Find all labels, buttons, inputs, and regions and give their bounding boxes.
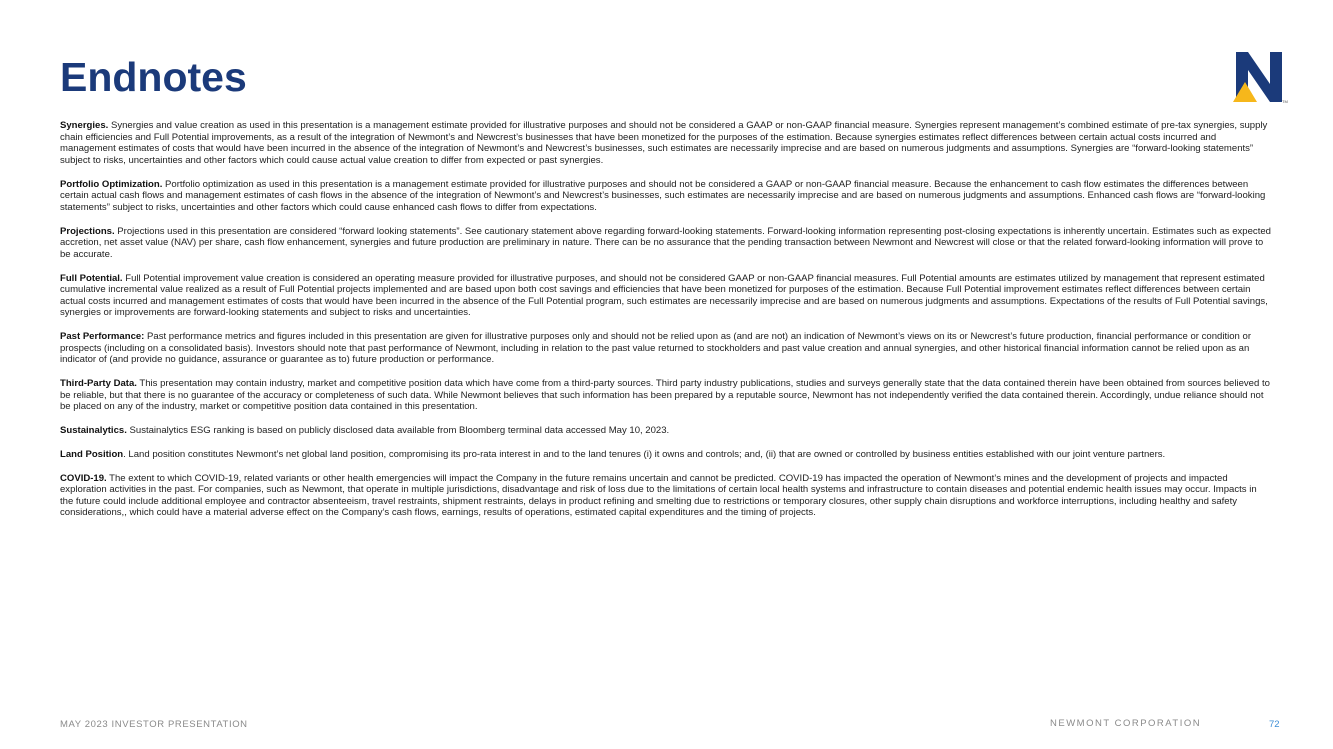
note-sustainalytics bbox=[60, 425, 1272, 437]
note-covid-19 bbox=[60, 473, 1272, 519]
note-body: . Land position constitutes Newmont’s net global land position, compromising its pro-rata interest in and to the land tenures (i) it owns and controls; and, (ii) that are owned or controlled by business entities established with our joint venture partners. bbox=[123, 448, 1166, 460]
note-heading: COVID-19. bbox=[60, 472, 107, 484]
note-heading: Portfolio Optimization. bbox=[60, 178, 163, 190]
endnotes-list bbox=[60, 120, 1272, 531]
note-past-performance bbox=[60, 331, 1272, 366]
note-heading: Projections. bbox=[60, 225, 115, 237]
page-title: Endnotes bbox=[60, 54, 247, 100]
note-body: Full Potential improvement value creation is considered an operating measure provided for illustrative purposes, and should not be considered GAAP or non-GAAP financial measures. Full Potential amounts are estimates utilized by management that represent estimated cumulative incremental value realized as a result of Full Potential projects implemented and are based upon both cost savings and efficiencies that have been monetized for purposes of the estimation. Because Full Potential improvement estimates reflect differences between certain actual costs incurred and management estimates of costs that would have been incurred in the absence of the Full Potential program, such estimates are necessarily imprecise and are based on numerous judgments and assumptions. Expectations of the results of Full Potential savings, synergies or improvements are forward-looking statements and subject to risks and uncertainties. bbox=[60, 272, 1268, 319]
note-body: Portfolio optimization as used in this presentation is a management estimate provided for illustrative purposes and should not be considered a GAAP or non-GAAP financial measure. Because the enhancement to cash flow estimates the differences between certain actual cash flows and management estimates of cash flows in the absence of the integration of Newmont’s and Newcrest’s businesses, such estimates are necessarily imprecise and are based on numerous judgments and assumptions. Enhanced cash flows are “forward-looking statements” subject to risks, uncertainties and other factors which could cause enhanced cash flows to differ from expectations. bbox=[60, 178, 1266, 213]
note-third-party-data bbox=[60, 378, 1272, 413]
note-heading: Third-Party Data. bbox=[60, 378, 137, 390]
note-body: The extent to which COVID-19, related variants or other health emergencies will impact the Company in the future remains uncertain and cannot be predicted. COVID-19 has impacted the operation of Newmont’s mines and the development of projects and impacted exploration activities in the past. For companies, such as Newmont, that operate in multiple jurisdictions, disadvantage and risk of loss due to the limitations of certain local health systems and infrastructure to contain diseases and potential endemic health issues may occur. Impacts in the future could include additional employee and contractor absenteeism, travel restraints, shipment restraints, delays in product refining and smelting due to restrictions or temporary closures, other supply chain disruptions and workforce interruptions, including healthy and safety considerations,, which could have a material adverse effect on the Company’s cash flows, earnings, results of operations, estimated capital expenditures and the timing of projects. bbox=[60, 472, 1257, 519]
svg-text:TM: TM bbox=[1282, 99, 1288, 104]
note-body: Synergies and value creation as used in this presentation is a management estimate provided for illustrative purposes and should not be considered a GAAP or non-GAAP financial measure. Synergies represent management’s combined estimate of pre-tax synergies, supply chain efficiencies and Full Potential improvements, as a result of the integration of Newmont’s and Newcrest’s businesses that have been monetized for the purposes of the estimation. Because synergies estimates reflect differences between certain actual costs incurred and management estimates of costs that would have been incurred in the absence of the integration of Newmont’s and Newcrest’s businesses, such estimates are necessarily imprecise and are based on numerous judgments and assumptions. Synergies are “forward-looking statements” subject to risks, uncertainties and other factors which could cause actual value creation to differ from expected or past synergies. bbox=[60, 120, 1268, 166]
note-body: Sustainalytics ESG ranking is based on publicly disclosed data available from Bloomberg terminal data accessed May 10, 2023. bbox=[126, 425, 670, 436]
footer-presentation-label: MAY 2023 INVESTOR PRESENTATION bbox=[60, 719, 248, 730]
note-body: Projections used in this presentation are considered “forward looking statements”. See cautionary statement above regarding forward-looking statements. Forward-looking information representing post-closing expectations is inherently uncertain. Estimates such as expected accretion, net asset value (NAV) per share, cash flow enhancement, synergies and future production are preliminary in nature. There can be no assurance that the pending transaction between Newmont and Newcrest will close or that the related forward-looking information will prove to be accurate. bbox=[60, 225, 1271, 260]
note-heading: Land Position bbox=[60, 448, 124, 460]
note-portfolio-optimization bbox=[60, 179, 1272, 214]
footer-company-name: NEWMONT CORPORATION bbox=[1050, 718, 1202, 729]
note-land-position bbox=[60, 449, 1272, 461]
newmont-logo-icon bbox=[1233, 50, 1289, 104]
note-full-potential bbox=[60, 273, 1272, 319]
note-heading: Sustainalytics. bbox=[60, 425, 127, 436]
note-projections bbox=[60, 226, 1272, 261]
note-heading: Synergies. bbox=[60, 120, 109, 131]
note-heading: Full Potential. bbox=[60, 272, 123, 284]
note-body: Past performance metrics and figures included in this presentation are given for illustrative purposes only and should not be relied upon as (and are not) an indication of Newmont’s views on its or Newcrest’s future production, financial performance or condition or prospects (including on a consolidated basis). Investors should note that past performance of Newmont, including in relation to the past value returned to stockholders and past value creation and annual synergies, and other historical financial information cannot be relied upon as an indicator of (and provide no guidance, assurance or guarantee as to) future production or performance. bbox=[60, 331, 1251, 366]
note-synergies bbox=[60, 120, 1272, 166]
page-number: 72 bbox=[1269, 719, 1280, 730]
note-body: This presentation may contain industry, market and competitive position data which have come from a third-party sources. Third party industry publications, studies and surveys generally state that the data contained therein have been obtained from sources believed to be reliable, but that there is no guarantee of the accuracy or completeness of such data. While Newmont believes that such information has been prepared by a reputable source, Newmont has not independently verified the data contained therein. Accordingly, undue reliance should not be placed on any of the industry, market or competitive position data contained in this presentation. bbox=[60, 378, 1270, 413]
note-heading: Past Performance: bbox=[60, 331, 145, 343]
